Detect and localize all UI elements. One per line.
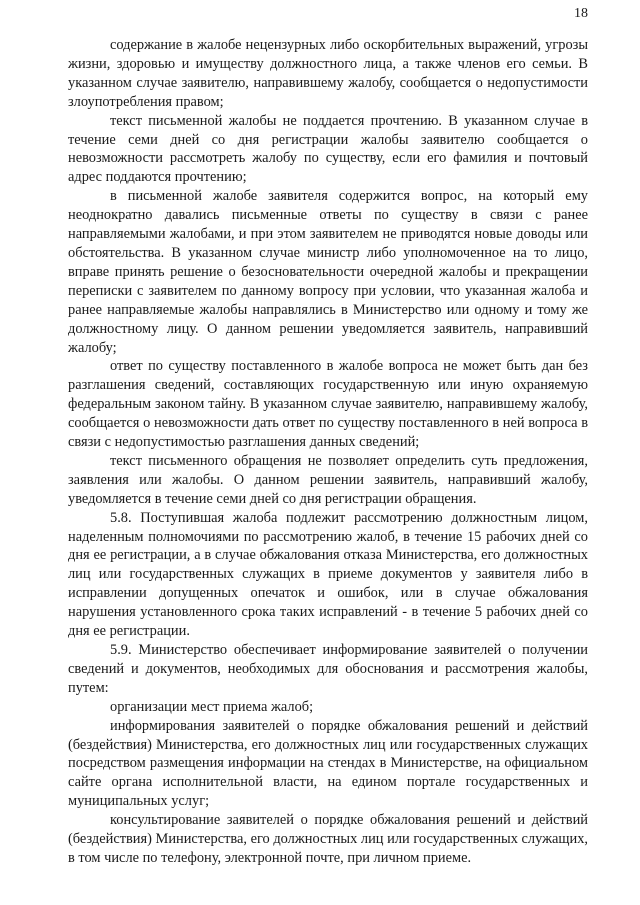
document-body (68, 36, 588, 868)
paragraph: текст письменного обращения не позволяет определить суть предложения, заявления или жалобы. О данном решении заявитель, направивший жалобу, уведомляется в течение семи дней со дня регистрации обращения. (68, 452, 588, 507)
list-item: организации мест приема жалоб; (110, 698, 314, 715)
paragraph: содержание в жалобе нецензурных либо оскорбительных выражений, угрозы жизни, здоровью и имуществу должностного лица, а также членов его семьи. В указанном случае заявителю, направившему жалобу, сообщается о недопустимости злоупотребления правом; (68, 37, 588, 110)
page-number: 18 (574, 6, 588, 21)
list-item: консультирование заявителей о порядке обжалования решений и действий (бездействия) Министерства, его должностных лиц или государственных служащих, в том числе по телефону, электронной почте, при личном приеме. (68, 812, 588, 866)
paragraph: ответ по существу поставленного в жалобе вопроса не может быть дан без разглашения сведений, составляющих государственную или иную охраняемую федеральным законом тайну. В указанном случае заявителю, направившему жалобу, сообщается о невозможности дать ответ по существу поставленного в ней вопроса в связи с недопустимостью разглашения данных сведений; (68, 358, 588, 451)
paragraph: 5.9. Министерство обеспечивает информирование заявителей о получении сведений и документов, необходимых для обоснования и рассмотрения жалобы, путем: (68, 642, 588, 696)
list-item: информирования заявителей о порядке обжалования решений и действий (бездействия) Министерства, его должностных лиц или государственных служащих посредством размещения информации на стендах в Министерстве, на официальном сайте органа исполнительной власти, на едином портале государственных и муниципальных услуг; (68, 717, 588, 810)
paragraph: в письменной жалобе заявителя содержится вопрос, на который ему неоднократно давались письменные ответы по существу в связи с ранее направляемыми жалобами, и при этом заявителем не приводятся новые доводы или обстоятельства. В указанном случае министр либо уполномоченное на то лицо, вправе принять решение о безосновательности очередной жалобы и прекращении переписки с заявителем по данному вопросу при условии, что указанная жалоба и ранее направляемые жалобы направлялись в Министерство или одному и тому же должностному лицу. О данном решении уведомляется заявитель, направивший жалобу; (68, 188, 588, 356)
paragraph: текст письменной жалобы не поддается прочтению. В указанном случае в течение семи дней со дня регистрации жалобы заявителю сообщается о невозможности рассмотреть жалобу по существу, если его фамилия и почтовый адрес поддаются прочтению; (68, 112, 588, 186)
paragraph: 5.8. Поступившая жалоба подлежит рассмотрению должностным лицом, наделенным полномочиями по рассмотрению жалоб, в течение 15 рабочих дней со дня ее регистрации, а в случае обжалования отказа Министерства, его должностных лиц или государственных служащих в приеме документов у заявителя либо в исправлении допущенных опечаток и ошибок, или в случае обжалования нарушения установленного срока таких исправлений - в течение 5 рабочих дней со дня ее регистрации. (68, 509, 588, 640)
